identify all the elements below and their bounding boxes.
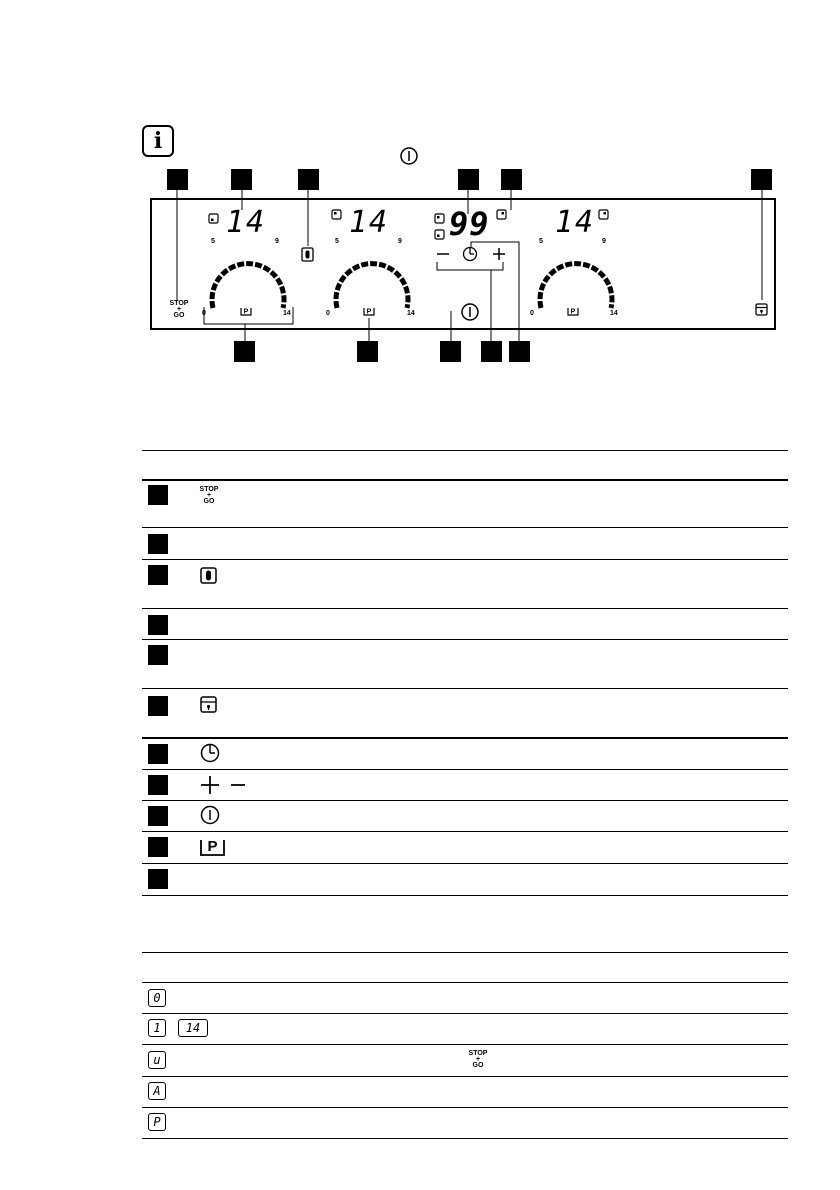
row-number-square (148, 869, 168, 889)
svg-text:P: P (243, 308, 249, 316)
display-symbol: 14 (178, 1019, 208, 1037)
scale-9: 9 (275, 238, 279, 245)
row-number-square (148, 485, 168, 505)
scale-max: 14 (610, 310, 618, 317)
timer-zone-indicator-icon (434, 229, 446, 241)
display-left: 14 (226, 205, 267, 240)
stopgo-label[interactable]: STOP + GO (169, 300, 189, 319)
plus-icon[interactable] (492, 247, 506, 261)
minus-icon (230, 775, 246, 795)
leader-lines (0, 0, 840, 400)
row-number-square (148, 806, 168, 826)
scale-min: 0 (326, 310, 330, 317)
timer-zone-indicator-icon (496, 209, 508, 221)
display-symbol: P (148, 1113, 166, 1131)
display-symbol: 1 (148, 1019, 166, 1037)
plus-icon (200, 775, 220, 795)
lock-icon (200, 696, 218, 714)
timer-icon (200, 743, 220, 763)
minus-icon[interactable] (436, 249, 450, 259)
stopgo-label: STOP + GO (468, 1050, 488, 1069)
power-boost-icon[interactable] (240, 305, 252, 317)
svg-text:P: P (570, 308, 576, 316)
scale-5: 5 (211, 238, 215, 245)
bridge-icon[interactable] (301, 247, 315, 263)
row-number-square (148, 696, 168, 716)
row-number-square (148, 615, 168, 635)
controls-table (142, 450, 788, 896)
onoff-icon[interactable] (460, 302, 480, 322)
display-table (142, 952, 788, 1140)
zone-indicator-icon (208, 213, 220, 225)
scale-9: 9 (398, 238, 402, 245)
svg-text:P: P (207, 838, 218, 855)
scale-max: 14 (407, 310, 415, 317)
zone-indicator-icon (331, 209, 343, 221)
display-timer: 99 (449, 205, 490, 243)
scale-min: 0 (202, 310, 206, 317)
scale-5: 5 (335, 238, 339, 245)
row-number-square (148, 534, 168, 554)
row-number-square (148, 837, 168, 857)
scale-9: 9 (602, 238, 606, 245)
bridge-icon (200, 567, 218, 585)
power-slider-middle[interactable] (327, 242, 417, 314)
timer-zone-indicator-icon (434, 213, 446, 225)
svg-text:P: P (366, 308, 372, 316)
display-symbol: u (148, 1051, 166, 1069)
power-boost-icon[interactable] (363, 305, 375, 317)
row-number-square (148, 775, 168, 795)
timer-icon[interactable] (462, 246, 478, 262)
scale-min: 0 (530, 310, 534, 317)
row-number-square (148, 744, 168, 764)
power-boost-icon[interactable] (567, 305, 579, 317)
onoff-icon (200, 805, 220, 825)
row-number-square (148, 645, 168, 665)
row-number-square (148, 565, 168, 585)
display-symbol: 0 (148, 989, 166, 1007)
stopgo-label: STOP + GO (199, 486, 219, 505)
display-middle: 14 (349, 205, 390, 240)
scale-5: 5 (539, 238, 543, 245)
power-slider-left[interactable] (203, 242, 293, 314)
info-icon: i (142, 125, 174, 157)
scale-max: 14 (283, 310, 291, 317)
lock-icon[interactable] (755, 303, 769, 317)
power-boost-icon (200, 835, 226, 857)
display-symbol: A (148, 1082, 166, 1100)
display-right: 14 (555, 205, 596, 240)
zone-indicator-icon (598, 209, 610, 221)
power-slider-right[interactable] (531, 242, 621, 314)
